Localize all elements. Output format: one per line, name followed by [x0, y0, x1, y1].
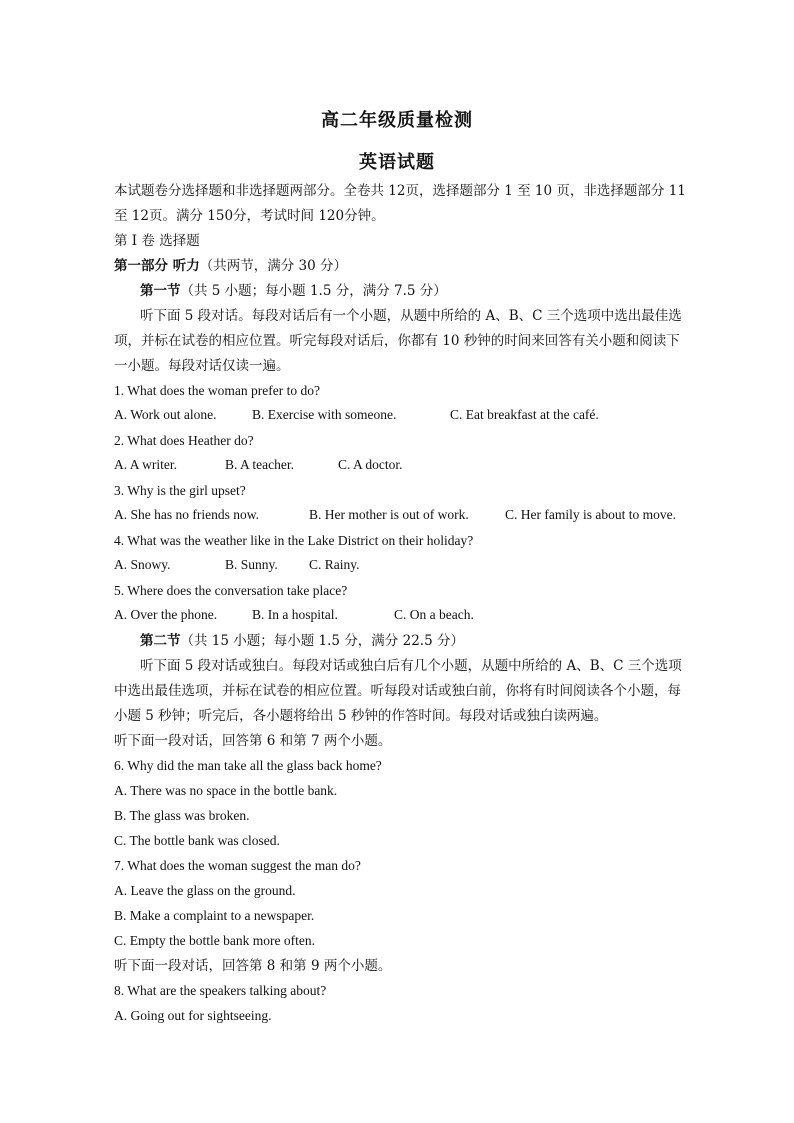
question-8-option-a: A. Going out for sightseeing. [114, 1008, 272, 1023]
question-3: 3. Why is the girl upset? [114, 483, 246, 498]
page-subtitle: 英语试题 [359, 152, 435, 173]
question-7-option-c: C. Empty the bottle bank more often. [114, 933, 315, 948]
intro-line-2: 至 12页。满分 150分，考试时间 120分钟。 [114, 208, 385, 224]
question-5-option-c: C. On a beach. [394, 607, 474, 622]
question-5-option-a: A. Over the phone. [114, 607, 218, 622]
section1-heading [140, 282, 447, 300]
question-1: 1. What does the woman prefer to do? [114, 383, 320, 398]
page-title: 高二年级质量检测 [321, 110, 473, 131]
question-2-option-c: C. A doctor. [338, 457, 403, 472]
question-4-option-b: B. Sunny. [225, 557, 278, 572]
question-1-option-a: A. Work out alone. [114, 407, 217, 422]
section2-heading-rest: （共 15 小题；每小题 1.5 分，满分 22.5 分） [180, 633, 464, 649]
question-5: 5. Where does the conversation take place? [114, 583, 348, 598]
question-7-option-b: B. Make a complaint to a newspaper. [114, 908, 315, 923]
intro-line-1: 本试题卷分选择题和非选择题两部分。全卷共 12页，选择题部分 1 至 10 页，非选择题部分 11 [114, 183, 686, 199]
part1-heading [114, 257, 347, 275]
section2-heading-bold: 第二节 [140, 633, 181, 649]
section2-instructions-2: 中选出最佳选项，并标在试卷的相应位置。听每段对话或独白前，你将有时间阅读各个小题，每 [114, 683, 681, 699]
question-2: 2. What does Heather do? [114, 433, 254, 448]
question-7-option-a: A. Leave the glass on the ground. [114, 883, 296, 898]
part1-heading-bold: 第一部分 听力 [114, 258, 200, 274]
section2-heading [140, 632, 464, 650]
question-5-option-b: B. In a hospital. [252, 607, 338, 622]
section2-instructions-1: 听下面 5 段对话或独白。每段对话或独白后有几个小题，从题中所给的 A、B、C 三个选项 [140, 658, 682, 674]
question-3-option-a: A. She has no friends now. [114, 507, 259, 522]
group-2-instruction: 听下面一段对话，回答第 8 和第 9 两个小题。 [114, 958, 392, 974]
question-2-option-b: B. A teacher. [225, 457, 294, 472]
section1-heading-rest: （共 5 小题；每小题 1.5 分，满分 7.5 分） [180, 283, 447, 299]
part1-heading-rest: （共两节，满分 30 分） [199, 258, 347, 274]
section1-heading-bold: 第一节 [140, 283, 181, 299]
section2-instructions-3: 小题 5 秒钟；听完后，各小题将给出 5 秒钟的作答时间。每段对话或独白读两遍。 [114, 708, 608, 724]
question-3-option-b: B. Her mother is out of work. [309, 507, 469, 522]
question-6-option-a: A. There was no space in the bottle bank. [114, 783, 338, 798]
question-6-option-c: C. The bottle bank was closed. [114, 833, 280, 848]
question-6: 6. Why did the man take all the glass back home? [114, 758, 382, 773]
question-4-option-a: A. Snowy. [114, 557, 171, 572]
question-7: 7. What does the woman suggest the man do? [114, 858, 361, 873]
volume-label: 第 I 卷 选择题 [114, 233, 200, 249]
section1-instructions-2: 项，并标在试卷的相应位置。听完每段对话后，你都有 10 秒钟的时间来回答有关小题和阅读下 [114, 333, 680, 349]
question-2-option-a: A. A writer. [114, 457, 177, 472]
section1-instructions-3: 一小题。每段对话仅读一遍。 [114, 358, 290, 374]
question-3-option-c: C. Her family is about to move. [505, 507, 676, 522]
question-1-option-c: C. Eat breakfast at the café. [450, 407, 599, 422]
question-6-option-b: B. The glass was broken. [114, 808, 250, 823]
question-1-option-b: B. Exercise with someone. [252, 407, 397, 422]
question-8: 8. What are the speakers talking about? [114, 983, 327, 998]
group-1-instruction: 听下面一段对话，回答第 6 和第 7 两个小题。 [114, 733, 392, 749]
question-4-option-c: C. Rainy. [309, 557, 360, 572]
question-4: 4. What was the weather like in the Lake District on their holiday? [114, 533, 474, 548]
section1-instructions-1: 听下面 5 段对话。每段对话后有一个小题，从题中所给的 A、B、C 三个选项中选出最佳选 [140, 308, 682, 324]
